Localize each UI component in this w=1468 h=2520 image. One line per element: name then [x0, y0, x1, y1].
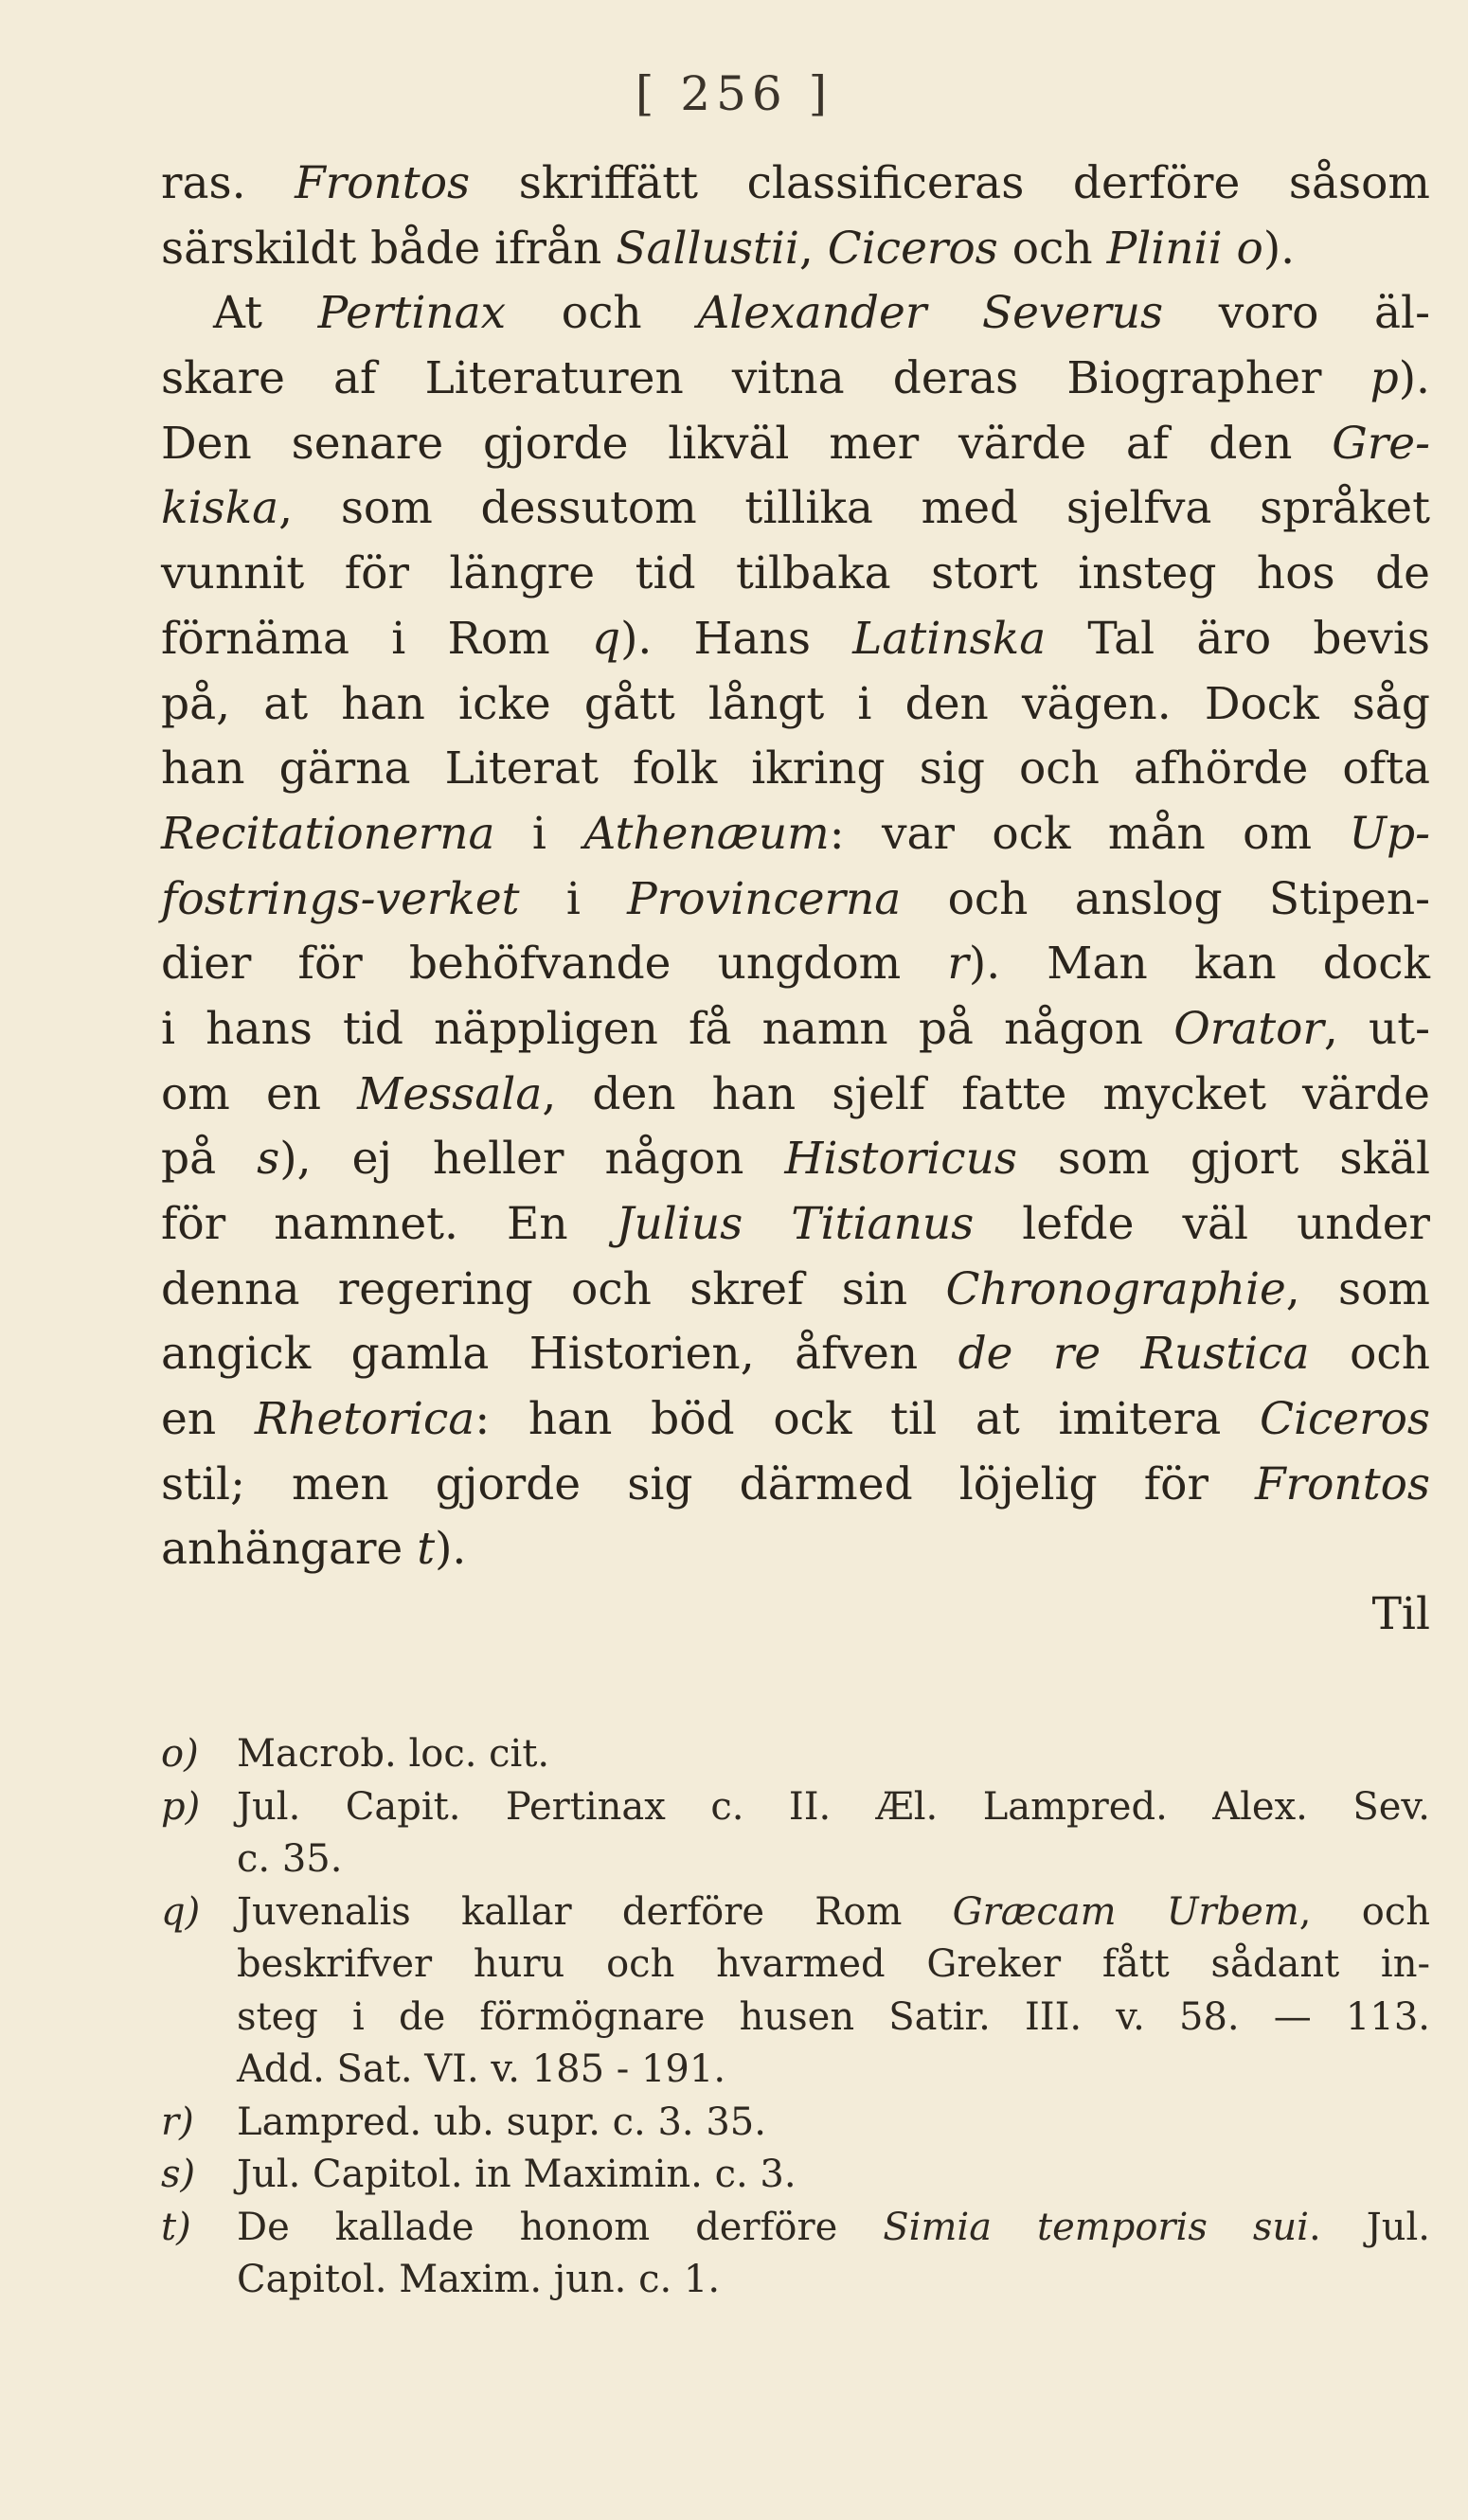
text-line	[161, 542, 1430, 607]
italic-text: Chronographie	[945, 1262, 1286, 1315]
italic-text: r	[947, 938, 969, 991]
italic-text: Messala	[357, 1067, 543, 1120]
text-line	[161, 672, 1430, 738]
italic-text: fostrings-verket	[161, 872, 520, 925]
text-segment: Capitol. Maxim. jun. c. 1.	[237, 2258, 721, 2301]
italic-text: t	[417, 1523, 436, 1576]
text-segment: ). Hans	[620, 612, 853, 665]
text-segment: voro äl-	[1163, 287, 1430, 340]
italic-text: Recitationerna	[161, 807, 495, 860]
text-segment: , som	[1285, 1262, 1430, 1315]
text-segment: , och	[1298, 1889, 1430, 1934]
text-segment: i hans tid näppligen få namn på någon	[161, 1002, 1174, 1055]
footnote-marker: s)	[161, 2153, 196, 2196]
text-segment: angick gamla Historien, åfven	[161, 1328, 958, 1381]
text-line	[161, 152, 1430, 217]
text-segment: om en	[161, 1067, 358, 1120]
italic-text: p	[1370, 352, 1399, 405]
text-line	[161, 997, 1430, 1063]
text-segment: skare af Literaturen vitna deras Biographer	[161, 352, 1370, 405]
text-segment: ), ej heller någon	[279, 1133, 785, 1186]
text-segment: på, at han icke gått långt i den vägen. Dock såg	[161, 677, 1430, 730]
italic-text: Up-	[1349, 807, 1430, 860]
text-segment: han gärna Literat folk ikring sig och afhörde ofta	[161, 742, 1430, 795]
italic-text: s	[257, 1133, 280, 1186]
italic-text: Frontos	[1255, 1457, 1430, 1510]
italic-text: Græcam Urbem	[952, 1889, 1299, 1934]
text-segment: , ut-	[1323, 1002, 1430, 1055]
italic-text: Alexander Severus	[697, 287, 1164, 340]
footnote-line	[161, 1886, 1430, 1939]
text-segment: Add. Sat. VI. v. 185 - 191.	[237, 2047, 726, 2091]
footnote-line	[161, 2254, 1430, 2307]
italic-text: Plinii o	[1106, 222, 1263, 275]
text-segment: Jul. Capit. Pertinax c. II. Æl. Lampred. Alex. Sev.	[237, 1784, 1430, 1829]
text-segment: ).	[1398, 352, 1430, 405]
text-segment: ).	[435, 1523, 467, 1576]
text-line	[161, 347, 1430, 412]
text-segment: i	[494, 807, 584, 860]
text-line	[161, 1517, 1430, 1582]
text-line	[161, 1258, 1430, 1323]
text-segment: och anslog Stipen-	[901, 872, 1430, 925]
text-line	[161, 867, 1430, 933]
italic-text: Gre-	[1332, 417, 1430, 470]
italic-text: Athenæum	[583, 807, 830, 860]
text-segment: ,	[798, 222, 828, 275]
footnote-line	[161, 1728, 1430, 1781]
text-segment: : var ock mån om	[829, 807, 1350, 860]
text-segment: denna regering och skref sin	[161, 1262, 946, 1315]
text-line	[161, 1063, 1430, 1128]
text-segment: lefde väl under	[974, 1198, 1431, 1250]
text-line	[161, 217, 1430, 282]
page-number: [ 256 ]	[635, 66, 833, 121]
footnote-line	[161, 2202, 1430, 2255]
text-segment: At	[213, 287, 318, 340]
italic-text: Orator	[1173, 1002, 1324, 1055]
text-line	[161, 412, 1430, 477]
text-segment: och	[997, 222, 1107, 275]
text-segment: Lampred. ub. supr. c. 3. 35.	[237, 2100, 766, 2144]
text-segment: Tal äro bevis	[1046, 612, 1430, 665]
text-segment: vunnit för längre tid tilbaka stort insteg hos de	[161, 547, 1430, 600]
italic-text: Rhetorica	[254, 1393, 475, 1446]
text-line	[161, 932, 1430, 997]
footnotes	[161, 1728, 1430, 2307]
text-segment: Den senare gjorde likväl mer värde af den	[161, 417, 1333, 470]
italic-text: Simia temporis sui	[883, 2205, 1309, 2249]
main-text	[161, 152, 1430, 1648]
footnote-marker: q)	[161, 1889, 201, 1934]
text-line	[161, 1192, 1430, 1258]
italic-text: Provincerna	[627, 872, 902, 925]
italic-text: kiska	[161, 482, 279, 535]
italic-text: de re Rustica	[958, 1328, 1310, 1381]
text-segment: De kallade honom derföre	[237, 2205, 884, 2249]
italic-text: Julius Titianus	[616, 1198, 975, 1250]
text-segment: Macrob. loc. cit.	[237, 1732, 550, 1776]
italic-text: Frontos	[295, 157, 471, 209]
text-segment: beskrifver huru och hvarmed Greker fått sådant in-	[237, 1942, 1430, 1986]
text-segment: ). Man kan dock	[968, 938, 1430, 991]
text-line	[161, 1322, 1430, 1387]
text-segment: : han böd ock til at imitera	[474, 1393, 1260, 1446]
italic-text: Pertinax	[317, 287, 507, 340]
text-segment: dier för behöfvande ungdom	[161, 938, 948, 991]
text-segment: för namnet. En	[161, 1198, 617, 1250]
text-segment: , den han sjelf fatte mycket värde	[542, 1067, 1430, 1120]
text-segment: och	[1309, 1328, 1430, 1381]
text-segment: en	[161, 1393, 255, 1446]
italic-text: Sallustii	[616, 222, 799, 275]
text-segment: som gjort skäl	[1016, 1133, 1430, 1186]
text-segment: , som dessutom tillika med sjelfva språket	[278, 482, 1430, 535]
italic-text: Ciceros	[827, 222, 998, 275]
text-segment: c. 35.	[237, 1837, 343, 1881]
footnote-line	[161, 2149, 1430, 2202]
footnote-line	[161, 1939, 1430, 1992]
text-segment: skriffätt classificeras derföre såsom	[470, 157, 1430, 209]
text-segment: steg i de förmögnare husen Satir. III. v. 58. — 113.	[237, 1994, 1430, 2039]
text-segment: anhängare	[161, 1523, 418, 1576]
italic-text: Historicus	[784, 1133, 1017, 1186]
text-segment: Til	[1371, 1588, 1430, 1641]
text-line	[161, 1387, 1430, 1453]
footnote-marker: p)	[161, 1784, 201, 1829]
text-line	[161, 802, 1430, 867]
text-line	[161, 476, 1430, 542]
footnote-line	[161, 1781, 1430, 1834]
footnote-line	[161, 1833, 1430, 1886]
text-line	[161, 1127, 1430, 1192]
text-segment: särskildt både ifrån	[161, 222, 617, 275]
text-segment: förnäma i Rom	[161, 612, 592, 665]
footnote-marker: r)	[161, 2100, 194, 2144]
footnote-line	[161, 1992, 1430, 2045]
text-segment: stil; men gjorde sig därmed löjelig för	[161, 1457, 1256, 1510]
footnote-line	[161, 2044, 1430, 2097]
text-segment: ras.	[161, 157, 295, 209]
footnote-line	[161, 2097, 1430, 2150]
text-line	[161, 281, 1430, 347]
text-line	[161, 737, 1430, 802]
italic-text: Latinska	[852, 612, 1047, 665]
text-segment: Jul. Capitol. in Maximin. c. 3.	[237, 2153, 797, 2196]
text-segment: . Jul.	[1308, 2205, 1430, 2249]
text-line	[161, 1453, 1430, 1518]
text-segment: och	[506, 287, 698, 340]
text-segment: i	[519, 872, 628, 925]
text-segment: Juvenalis kallar derföre Rom	[237, 1889, 953, 1934]
text-line	[161, 607, 1430, 672]
italic-text: Ciceros	[1259, 1393, 1430, 1446]
footnote-marker: o)	[161, 1732, 199, 1776]
text-line	[161, 1582, 1430, 1648]
italic-text: q	[591, 612, 621, 665]
footnote-marker: t)	[161, 2205, 191, 2249]
text-segment: ).	[1262, 222, 1296, 275]
text-segment: på	[161, 1133, 258, 1186]
